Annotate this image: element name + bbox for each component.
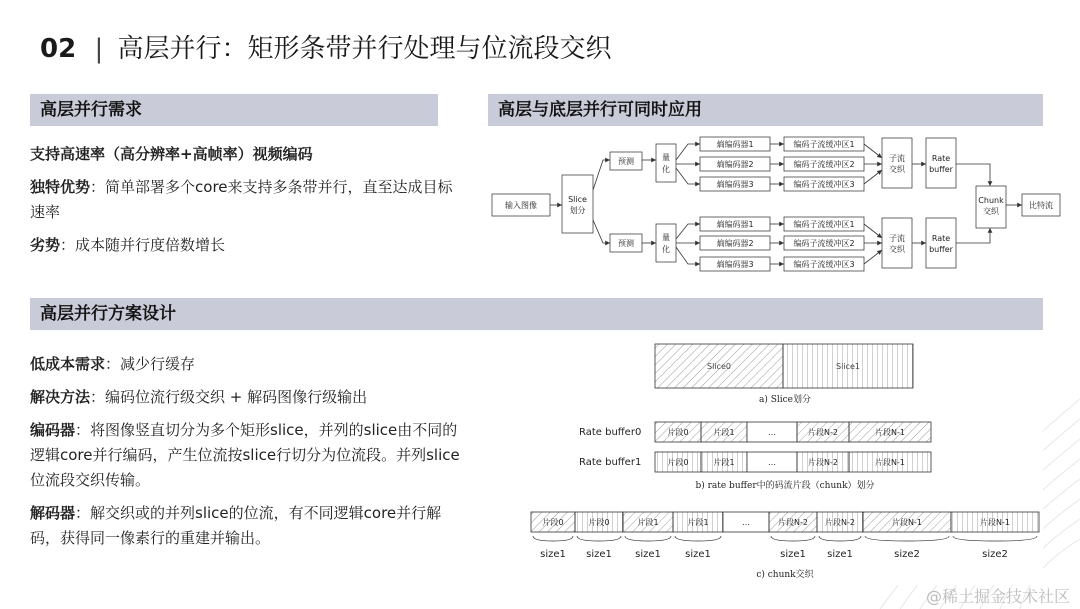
requirements-heading: 高层并行需求 <box>30 94 438 126</box>
svg-text:size2: size2 <box>894 549 920 560</box>
slide-title-text: 高层并行：矩形条带并行处理与位流段交织 <box>117 34 612 64</box>
decoder-text: ：解交织或的并列slice的位流，有不同逻辑core并行解码，获得同一像素行的重建并输出。 <box>30 504 442 547</box>
svg-text:子流: 子流 <box>889 154 905 163</box>
quant-box-bottom <box>656 224 676 262</box>
svg-text:熵编码器2: 熵编码器2 <box>716 160 754 169</box>
encoder-text: ：将图像竖直切分为多个矩形slice，并列的slice由不同的逻辑core并行编码，产生位流按slice行切分为位流段。并列slice位流段交织传输。 <box>30 421 460 489</box>
svg-text:a) Slice划分: a) Slice划分 <box>758 395 812 405</box>
substream-box-bottom <box>882 218 912 268</box>
svg-text:b) rate buffer中的码流片段（chunk）划分: b) rate buffer中的码流片段（chunk）划分 <box>695 481 875 491</box>
svg-text:片段N-1: 片段N-1 <box>875 458 905 467</box>
svg-text:交织: 交织 <box>983 207 999 216</box>
svg-text:片段0: 片段0 <box>667 428 689 437</box>
svg-text:size1: size1 <box>586 549 612 560</box>
svg-text:片段N-2: 片段N-2 <box>808 428 838 437</box>
svg-text:Rate: Rate <box>931 234 951 243</box>
requirements-line1: 支持高速率（高分辨率+高帧率）视频编码 <box>30 145 313 163</box>
svg-text:熵编码器1: 熵编码器1 <box>716 220 754 229</box>
svg-text:预测: 预测 <box>618 239 634 248</box>
svg-text:Rate buffer1: Rate buffer1 <box>579 457 642 468</box>
svg-text:…: … <box>768 458 776 467</box>
decoder-label: 解码器 <box>30 504 76 522</box>
svg-text:熵编码器3: 熵编码器3 <box>716 260 754 269</box>
substream-box-top <box>882 138 912 188</box>
svg-text:编码子流缓冲区2: 编码子流缓冲区2 <box>793 239 855 248</box>
design-heading: 高层并行方案设计 <box>30 298 1043 330</box>
svg-text:熵编码器1: 熵编码器1 <box>716 140 754 149</box>
svg-text:量: 量 <box>662 153 670 162</box>
svg-text:交织: 交织 <box>889 245 905 254</box>
watermark: @稀土掘金技术社区 <box>925 587 1070 606</box>
advantage-label: 独特优势 <box>30 178 91 196</box>
low-cost-label: 低成本需求 <box>30 355 106 373</box>
svg-text:size1: size1 <box>685 549 711 560</box>
svg-text:片段1: 片段1 <box>687 518 709 527</box>
title-separator: | <box>94 34 104 64</box>
svg-text:量: 量 <box>662 233 670 242</box>
quant-box-top <box>656 144 676 182</box>
svg-text:片段N-1: 片段N-1 <box>875 428 905 437</box>
svg-text:片段1: 片段1 <box>713 428 735 437</box>
svg-text:Slice1: Slice1 <box>836 362 860 371</box>
svg-text:Rate buffer0: Rate buffer0 <box>579 427 642 438</box>
rate-buffer-box-bottom <box>926 218 956 268</box>
advantage-text: ：简单部署多个core来支持多条带并行，直至达成目标速率 <box>30 178 453 221</box>
svg-text:交织: 交织 <box>889 165 905 174</box>
svg-text:buffer: buffer <box>929 165 953 174</box>
slice-box <box>562 175 593 233</box>
svg-text:size1: size1 <box>827 549 853 560</box>
solution-label: 解决方法 <box>30 388 91 406</box>
svg-text:片段N-2: 片段N-2 <box>808 458 838 467</box>
svg-text:片段1: 片段1 <box>713 458 735 467</box>
requirements-text <box>30 142 460 266</box>
rate-buffer-box-top <box>926 138 956 188</box>
svg-text:划分: 划分 <box>569 206 586 215</box>
svg-text:Slice0: Slice0 <box>707 362 731 371</box>
svg-text:size2: size2 <box>982 549 1008 560</box>
svg-text:编码子流缓冲区3: 编码子流缓冲区3 <box>793 180 855 189</box>
svg-text:c) chunk交织: c) chunk交织 <box>756 570 814 580</box>
svg-text:比特流: 比特流 <box>1029 201 1053 210</box>
svg-text:编码子流缓冲区1: 编码子流缓冲区1 <box>793 140 855 149</box>
disadvantage-text: ：成本随并行度倍数增长 <box>60 236 226 254</box>
svg-text:Rate: Rate <box>931 154 951 163</box>
svg-text:预测: 预测 <box>618 157 634 166</box>
parallel-flow-diagram <box>488 130 1068 280</box>
disadvantage-label: 劣势 <box>30 236 61 254</box>
svg-text:片段N-2: 片段N-2 <box>825 518 855 527</box>
svg-text:片段0: 片段0 <box>542 518 564 527</box>
svg-text:片段0: 片段0 <box>588 518 610 527</box>
encoder-label: 编码器 <box>30 421 76 439</box>
svg-text:编码子流缓冲区2: 编码子流缓冲区2 <box>793 160 855 169</box>
low-cost-text: ：减少行缓存 <box>105 355 196 373</box>
svg-text:size1: size1 <box>540 549 566 560</box>
svg-text:size1: size1 <box>635 549 661 560</box>
svg-text:化: 化 <box>662 165 670 174</box>
svg-text:片段N-2: 片段N-2 <box>778 518 808 527</box>
chunk-interleave-figure <box>527 340 1043 585</box>
svg-text:化: 化 <box>662 245 670 254</box>
svg-text:片段N-1: 片段N-1 <box>892 518 922 527</box>
svg-text:…: … <box>742 518 750 527</box>
svg-text:size1: size1 <box>780 549 806 560</box>
svg-text:输入图像: 输入图像 <box>505 201 537 210</box>
svg-text:buffer: buffer <box>929 245 953 254</box>
svg-text:熵编码器2: 熵编码器2 <box>716 239 754 248</box>
svg-text:子流: 子流 <box>889 234 905 243</box>
svg-text:编码子流缓冲区1: 编码子流缓冲区1 <box>793 220 855 229</box>
svg-text:片段N-1: 片段N-1 <box>980 518 1010 527</box>
svg-text:熵编码器3: 熵编码器3 <box>716 180 754 189</box>
svg-text:编码子流缓冲区3: 编码子流缓冲区3 <box>793 260 855 269</box>
combined-heading: 高层与底层并行可同时应用 <box>488 94 1043 126</box>
slide-number: 02 <box>40 34 77 64</box>
svg-text:片段1: 片段1 <box>637 518 659 527</box>
svg-text:…: … <box>768 428 776 437</box>
solution-text: ：编码位流行级交织 + 解码图像行级输出 <box>90 388 368 406</box>
svg-text:片段0: 片段0 <box>667 458 689 467</box>
slide-title <box>40 28 612 65</box>
svg-text:Chunk: Chunk <box>978 196 1004 205</box>
svg-text:Slice: Slice <box>568 195 587 204</box>
design-text <box>30 352 465 559</box>
